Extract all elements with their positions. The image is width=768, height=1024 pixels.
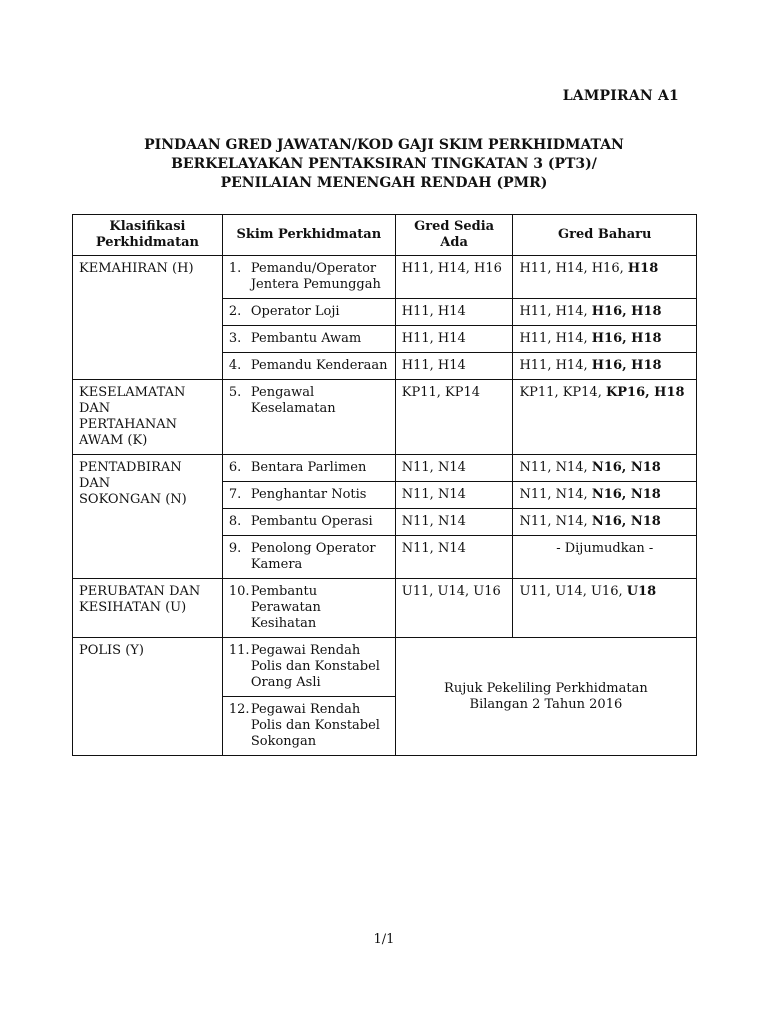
gred-new: H16, H18 <box>591 304 662 319</box>
group-text: SOKONGAN (N) <box>79 492 187 507</box>
skim-text: Keselamatan <box>250 401 336 416</box>
skim-text: Penolong Operator <box>250 541 376 556</box>
header-text: Ada <box>440 235 468 250</box>
group-keselamatan <box>73 380 223 455</box>
header-text: Klasifikasi <box>109 219 186 234</box>
gred-existing: H11, H14, <box>519 304 592 319</box>
group-polis: POLIS (Y) <box>73 638 223 756</box>
skim-cell <box>222 256 395 299</box>
skim-text: Bentara Parlimen <box>250 460 367 475</box>
group-kemahiran: KEMAHIRAN (H) <box>73 256 223 380</box>
skim-cell <box>222 380 395 455</box>
group-text: KESIHATAN (U) <box>79 600 187 615</box>
skim-text: Kamera <box>250 557 303 572</box>
note-text: Bilangan 2 Tahun 2016 <box>469 696 623 712</box>
gred-existing: H11, H14, H16, <box>519 261 628 276</box>
gred-existing: H11, H14, <box>519 331 592 346</box>
row-number: 4. <box>228 358 242 373</box>
gred-sedia-cell: U11, U14, U16 <box>395 579 513 638</box>
gred-new: H16, H18 <box>591 331 662 346</box>
skim-cell <box>222 638 395 697</box>
gred-existing: H11, H14, <box>519 358 592 373</box>
skim-cell <box>222 353 395 380</box>
gred-new: N16, N18 <box>591 514 661 529</box>
gred-sedia-cell: H11, H14 <box>395 326 513 353</box>
skim-cell <box>222 579 395 638</box>
header-gred-sedia <box>395 215 513 256</box>
gred-existing: U11, U14, U16, <box>519 584 627 599</box>
gred-sedia-cell: H11, H14, H16 <box>395 256 513 299</box>
grade-table <box>72 214 697 756</box>
title-line-2: BERKELAYAKAN PENTAKSIRAN TINGKATAN 3 (PT3)/ <box>171 156 597 172</box>
skim-text: Pegawai Rendah <box>250 643 361 658</box>
gred-sedia-cell: N11, N14 <box>395 455 513 482</box>
gred-new: N16, N18 <box>591 487 661 502</box>
gred-baharu-cell <box>513 256 697 299</box>
skim-text: Polis dan Konstabel <box>250 718 380 733</box>
skim-text: Pemandu/Operator <box>250 261 377 276</box>
group-text: PENTADBIRAN <box>79 460 182 475</box>
gred-new: H18 <box>627 261 659 276</box>
title-line-3: PENILAIAN MENENGAH RENDAH (PMR) <box>220 175 548 191</box>
gred-baharu-cell <box>513 536 697 579</box>
row-number: 1. <box>228 261 242 276</box>
skim-cell <box>222 299 395 326</box>
table-header-row <box>73 215 697 256</box>
skim-cell <box>222 326 395 353</box>
gred-existing: N11, N14, <box>519 460 592 475</box>
header-skim: Skim Perkhidmatan <box>222 215 395 256</box>
gred-existing: N11, N14, <box>519 487 592 502</box>
skim-text: Penghantar Notis <box>250 487 367 502</box>
skim-text: Pegawai Rendah <box>250 702 361 717</box>
skim-text: Operator Loji <box>250 304 340 319</box>
row-number: 9. <box>228 541 242 556</box>
row-number: 11. <box>228 643 250 658</box>
gred-new: KP16, H18 <box>605 385 685 400</box>
row-number: 3. <box>228 331 242 346</box>
gred-baharu-cell <box>513 380 697 455</box>
gred-baharu-cell <box>513 299 697 326</box>
gred-baharu-cell <box>513 509 697 536</box>
table-row <box>73 455 697 482</box>
gred-sedia-cell: N11, N14 <box>395 482 513 509</box>
group-pentadbiran <box>73 455 223 579</box>
skim-cell <box>222 697 395 756</box>
group-text: DAN <box>79 401 111 416</box>
row-number: 10. <box>228 584 250 599</box>
skim-text: Kesihatan <box>250 616 317 631</box>
group-text: DAN <box>79 476 111 491</box>
gred-existing: N11, N14, <box>519 514 592 529</box>
gred-existing: KP11, KP14, <box>519 385 606 400</box>
row-number: 5. <box>228 385 242 400</box>
skim-text: Pembantu Perawatan <box>250 584 321 615</box>
gred-new: N16, N18 <box>591 460 661 475</box>
title-line-1: PINDAAN GRED JAWATAN/KOD GAJI SKIM PERKHIDMATAN <box>144 137 624 153</box>
row-number: 6. <box>228 460 242 475</box>
skim-cell <box>222 509 395 536</box>
skim-text: Pengawal <box>250 385 315 400</box>
skim-cell <box>222 536 395 579</box>
gred-baharu-cell <box>513 455 697 482</box>
gred-sedia-cell: N11, N14 <box>395 509 513 536</box>
gred-baharu-cell <box>513 353 697 380</box>
row-number: 7. <box>228 487 242 502</box>
group-text: AWAM (K) <box>79 433 148 448</box>
table-row <box>73 380 697 455</box>
gred-baharu-cell <box>513 482 697 509</box>
gred-sedia-cell: H11, H14 <box>395 299 513 326</box>
skim-text: Polis dan Konstabel <box>250 659 380 674</box>
header-gred-baharu: Gred Baharu <box>513 215 697 256</box>
skim-text: Orang Asli <box>250 675 321 690</box>
row-number: 12. <box>228 702 250 717</box>
polis-reference-note <box>395 638 696 756</box>
header-text: Gred Sedia <box>414 219 495 234</box>
appendix-label: LAMPIRAN A1 <box>562 88 679 104</box>
table-row <box>73 638 697 697</box>
skim-text: Sokongan <box>250 734 317 749</box>
page-number: 1/1 <box>373 932 395 947</box>
gred-sedia-cell: N11, N14 <box>395 536 513 579</box>
row-number: 8. <box>228 514 242 529</box>
gred-sedia-cell: KP11, KP14 <box>395 380 513 455</box>
table-row <box>73 579 697 638</box>
document-title <box>0 136 768 193</box>
group-text: PERUBATAN DAN <box>79 584 201 599</box>
group-text: KESELAMATAN <box>79 385 186 400</box>
skim-text: Pembantu Operasi <box>250 514 373 529</box>
gred-baharu-cell <box>513 579 697 638</box>
skim-text: Pemandu Kenderaan <box>250 358 388 373</box>
group-text: PERTAHANAN <box>79 417 178 432</box>
header-klasifikasi <box>73 215 223 256</box>
skim-cell <box>222 482 395 509</box>
table-row <box>73 256 697 299</box>
note-text: Rujuk Pekeliling Perkhidmatan <box>444 680 648 696</box>
skim-text: Jentera Pemunggah <box>250 277 381 292</box>
gred-sedia-cell: H11, H14 <box>395 353 513 380</box>
header-text: Perkhidmatan <box>95 235 199 250</box>
gred-new: H16, H18 <box>591 358 662 373</box>
group-perubatan <box>73 579 223 638</box>
gred-baharu-cell <box>513 326 697 353</box>
gred-dijumudkan: - Dijumudkan - <box>556 541 654 556</box>
skim-text: Pembantu Awam <box>250 331 362 346</box>
row-number: 2. <box>228 304 242 319</box>
skim-cell <box>222 455 395 482</box>
gred-new: U18 <box>626 584 657 599</box>
